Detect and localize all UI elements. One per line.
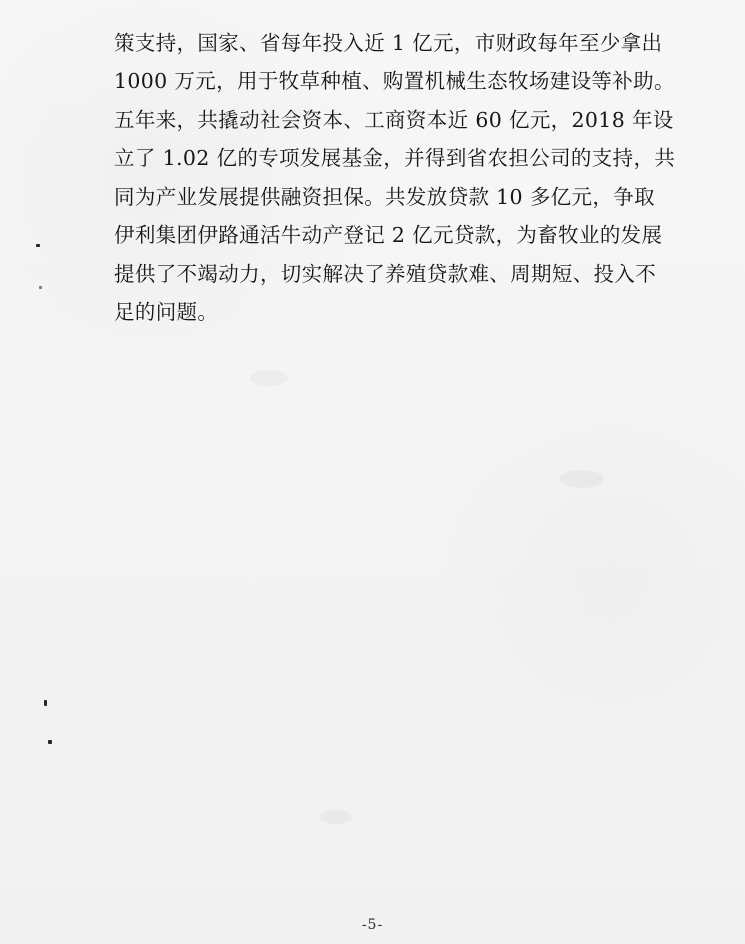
scan-speck	[560, 470, 604, 488]
binding-hole-mark	[48, 740, 52, 744]
text-line: 足的问题。	[114, 300, 219, 324]
text-line: 策支持，国家、省每年投入近 1 亿元，市财政每年至少拿出	[114, 31, 663, 55]
binding-hole-mark	[36, 244, 40, 247]
scan-speck	[250, 370, 288, 386]
text-line: 提供了不竭动力，切实解决了养殖贷款难、周期短、投入不	[114, 262, 657, 286]
text-line: 同为产业发展提供融资担保。共发放贷款 10 多亿元，争取	[114, 185, 655, 209]
text-line: 1000 万元，用于牧草种植、购置机械生态牧场建设等补助。	[114, 69, 675, 93]
page-number: -5-	[361, 917, 384, 933]
binding-hole-mark	[44, 700, 47, 706]
text-line: 五年来，共撬动社会资本、工商资本近 60 亿元，2018 年设	[114, 108, 674, 132]
binding-hole-mark	[39, 286, 42, 289]
text-line: 立了 1.02 亿的专项发展基金，并得到省农担公司的支持，共	[114, 146, 676, 170]
text-line: 伊利集团伊路通活牛动产登记 2 亿元贷款，为畜牧业的发展	[114, 223, 663, 247]
scan-speck	[320, 810, 352, 824]
